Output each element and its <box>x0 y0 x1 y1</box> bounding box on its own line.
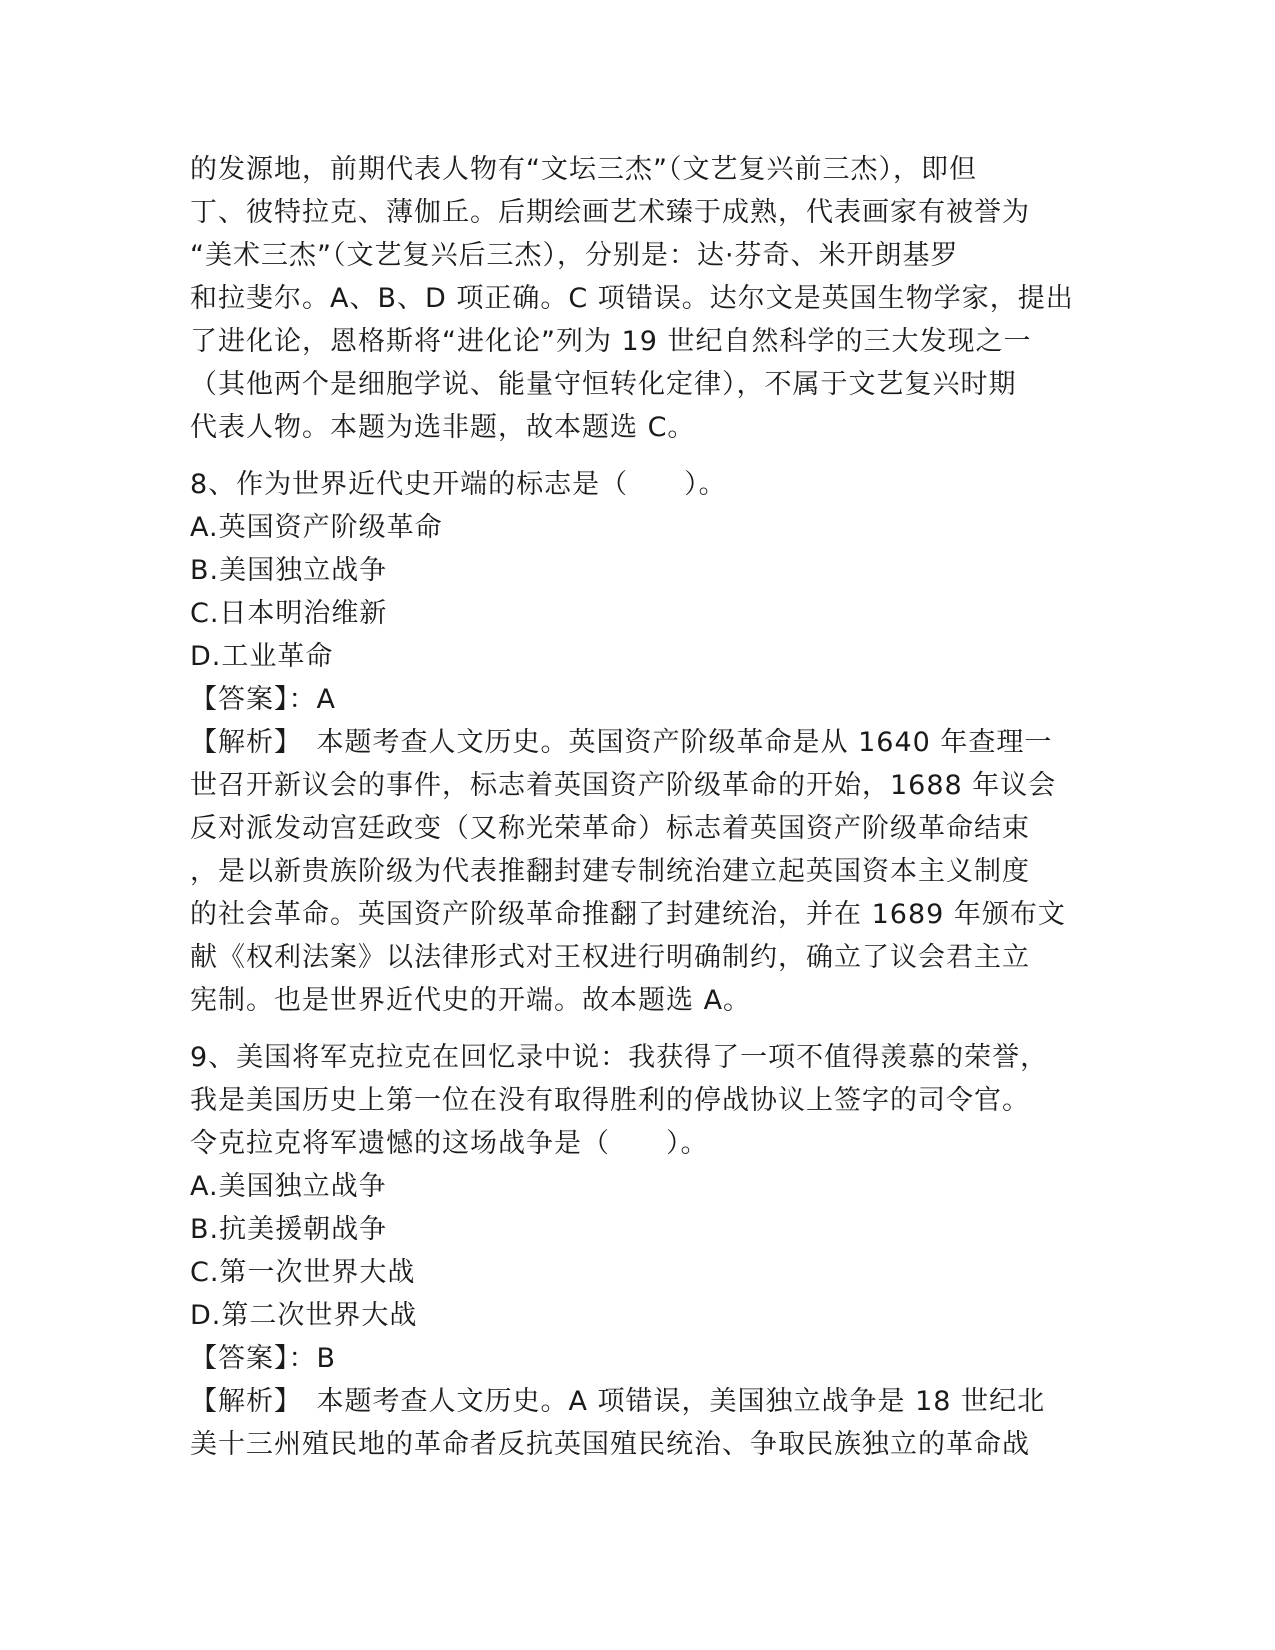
question-stem: 8、作为世界近代史开端的标志是（ ）。 <box>190 469 727 500</box>
text-line: 的发源地，前期代表人物有“文坛三杰”（文艺复兴前三杰），即但 <box>190 154 977 185</box>
question-stem: 我是美国历史上第一位在没有取得胜利的停战协议上签字的司令官。 <box>190 1085 1030 1116</box>
explanation-line: 宪制。也是世界近代史的开端。故本题选 A。 <box>190 985 752 1016</box>
explanation-line: 献《权利法案》以法律形式对王权进行明确制约，确立了议会君主立 <box>190 942 1030 973</box>
question-stem: 令克拉克将军遗憾的这场战争是（ ）。 <box>190 1128 709 1159</box>
explanation-line: ，是以新贵族阶级为代表推翻封建专制统治建立起英国资本主义制度 <box>190 856 1030 887</box>
question-9 <box>190 1036 1080 1466</box>
answer-line: 【答案】：B <box>190 1343 337 1374</box>
explanation-line: 反对派发动宫廷政变（又称光荣革命）标志着英国资产阶级革命结束 <box>190 813 1030 844</box>
text-line: （其他两个是细胞学说、能量守恒转化定律），不属于文艺复兴时期 <box>190 369 1017 400</box>
option-d: D.第二次世界大战 <box>190 1300 418 1331</box>
option-b: B.美国独立战争 <box>190 555 388 586</box>
option-d: D.工业革命 <box>190 641 334 672</box>
question-8 <box>190 463 1080 1022</box>
question-stem: 9、美国将军克拉克在回忆录中说：我获得了一项不值得羡慕的荣誉， <box>190 1042 1049 1073</box>
text-line: 丁、彼特拉克、薄伽丘。后期绘画艺术臻于成熟，代表画家有被誉为 <box>190 197 1030 228</box>
previous-explanation <box>190 148 1080 449</box>
option-c: C.第一次世界大战 <box>190 1257 416 1288</box>
explanation-line: 世召开新议会的事件，标志着英国资产阶级革命的开始，1688 年议会 <box>190 770 1057 801</box>
text-line: “美术三杰”（文艺复兴后三杰），分别是：达·芬奇、米开朗基罗 <box>190 240 959 271</box>
answer-line: 【答案】：A <box>190 684 336 715</box>
text-line: 代表人物。本题为选非题，故本题选 C。 <box>190 412 696 443</box>
option-a: A.英国资产阶级革命 <box>190 512 443 543</box>
explanation-line: 【解析】 本题考查人文历史。英国资产阶级革命是从 1640 年查理一 <box>190 727 1053 758</box>
explanation-line: 【解析】 本题考查人文历史。A 项错误，美国独立战争是 18 世纪北 <box>190 1386 1046 1417</box>
option-b: B.抗美援朝战争 <box>190 1214 388 1245</box>
text-line: 了进化论，恩格斯将“进化论”列为 19 世纪自然科学的三大发现之一 <box>190 326 1032 357</box>
explanation-line: 美十三州殖民地的革命者反抗英国殖民统治、争取民族独立的革命战 <box>190 1429 1030 1460</box>
explanation-line: 的社会革命。英国资产阶级革命推翻了封建统治，并在 1689 年颁布文 <box>190 899 1066 930</box>
text-line: 和拉斐尔。A、B、D 项正确。C 项错误。达尔文是英国生物学家，提出 <box>190 283 1074 314</box>
document-page <box>190 148 1080 1480</box>
option-a: A.美国独立战争 <box>190 1171 387 1202</box>
option-c: C.日本明治维新 <box>190 598 388 629</box>
